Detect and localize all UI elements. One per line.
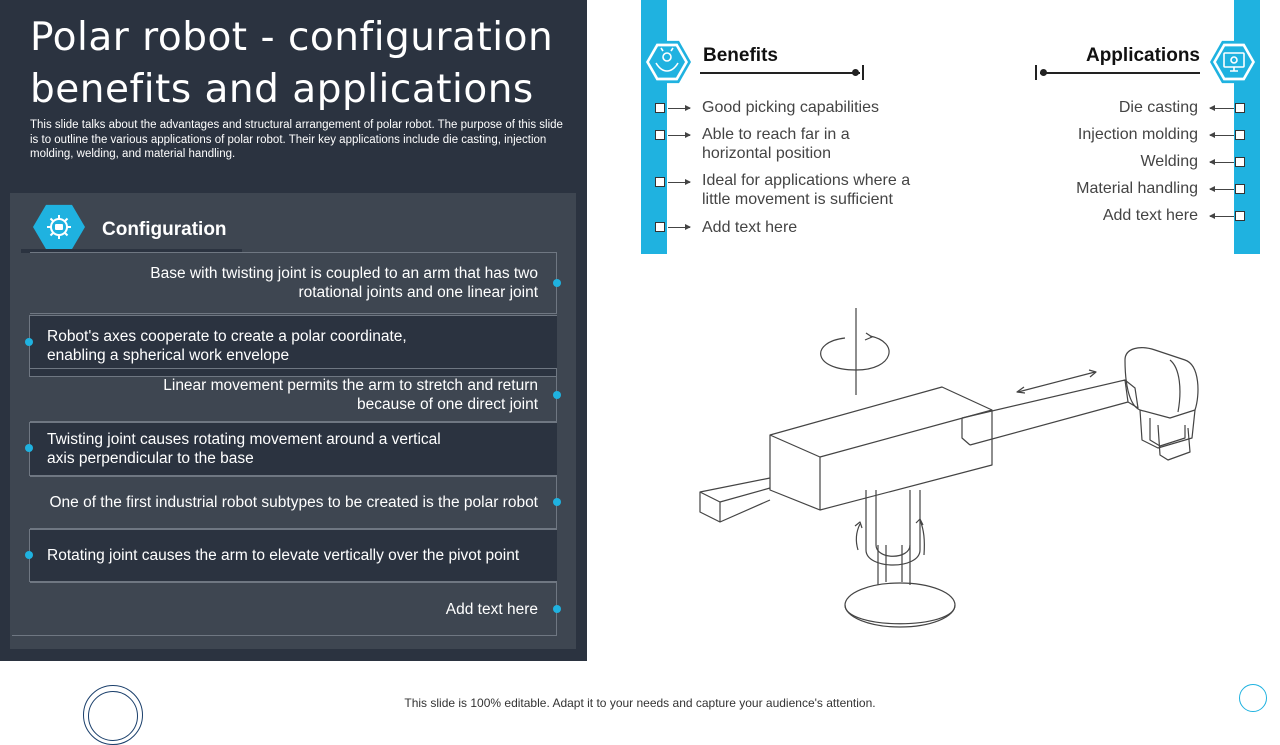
config-dot <box>25 338 33 346</box>
config-item <box>29 529 557 582</box>
config-dot <box>553 605 561 613</box>
footer-note: This slide is 100% editable. Adapt it to your needs and capture your audience's attention. <box>404 696 876 710</box>
bullet-box <box>655 222 665 232</box>
bullet-box <box>655 130 665 140</box>
benefit-item: Good picking capabilities <box>702 99 879 116</box>
line-end-dot <box>852 69 859 76</box>
application-item: Injection molding <box>1077 126 1198 143</box>
config-item-text: Rotating joint causes the arm to elevate vertically over the pivot point <box>47 547 520 564</box>
arrow-right-icon <box>668 135 690 136</box>
arrow-left-icon <box>1210 135 1234 136</box>
benefit-item: Add text here <box>702 219 798 236</box>
config-item-text: Base with twisting joint is coupled to an arm that has two rotational joints and one linear joint <box>150 265 538 301</box>
config-item <box>30 476 557 529</box>
application-item: Material handling <box>1076 180 1198 197</box>
arrow-left-icon <box>1210 216 1234 217</box>
page-subtitle: This slide talks about the advantages and structural arrangement of polar robot. The purpose of this slide is to outline the various applications of polar robot. Their key applications include die casting, injection molding, welding, and material handling. <box>30 119 563 160</box>
bullet-box <box>1235 157 1245 167</box>
config-dot <box>553 391 561 399</box>
benefit-item: Ideal for applications where a little movement is sufficient <box>702 172 911 208</box>
config-dot <box>553 279 561 287</box>
config-dot <box>25 551 33 559</box>
config-item <box>29 422 557 476</box>
bullet-box <box>655 177 665 187</box>
config-item <box>30 368 557 422</box>
arrow-left-icon <box>1210 162 1234 163</box>
config-item-text: Robot's axes cooperate to create a polar coordinate, enabling a spherical work envelope <box>47 328 407 364</box>
config-dot <box>553 498 561 506</box>
line-end-tick <box>862 65 864 80</box>
arrow-left-icon <box>1210 189 1234 190</box>
benefits-accent-bar <box>641 0 667 254</box>
arrow-right-icon <box>668 108 690 109</box>
applications-title: Applications <box>1085 45 1200 66</box>
benefits-title-line <box>700 72 860 74</box>
bullet-box <box>655 103 665 113</box>
config-item-text: Twisting joint causes rotating movement around a vertical axis perpendicular to the base <box>47 431 441 467</box>
bullet-box <box>1235 184 1245 194</box>
benefits-title: Benefits <box>703 45 778 66</box>
application-item: Welding <box>1140 153 1198 170</box>
line-end-dot <box>1040 69 1047 76</box>
application-item: Add text here <box>1102 207 1198 224</box>
config-item-text: Add text here <box>445 600 538 618</box>
divider <box>12 635 237 636</box>
page-title: Polar robot - configuration benefits and applications <box>30 15 554 112</box>
arrow-right-icon <box>668 182 690 183</box>
decorative-ring <box>1239 684 1267 712</box>
config-item-text: Linear movement permits the arm to stretch and return because of one direct joint <box>163 377 538 413</box>
config-item <box>30 582 557 636</box>
config-item-text: One of the first industrial robot subtypes to be created is the polar robot <box>49 494 538 511</box>
arrow-right-icon <box>668 227 690 228</box>
bullet-box <box>1235 130 1245 140</box>
bullet-box <box>1235 211 1245 221</box>
decorative-ring <box>88 691 138 741</box>
application-item: Die casting <box>1118 99 1198 116</box>
benefit-item: Able to reach far in a horizontal position <box>702 126 850 162</box>
arrow-left-icon <box>1210 108 1234 109</box>
line-end-tick <box>1035 65 1037 80</box>
polar-robot-illustration <box>680 300 1240 650</box>
configuration-title: Configuration <box>102 219 227 240</box>
config-dot <box>25 444 33 452</box>
applications-title-line <box>1040 72 1200 74</box>
bullet-box <box>1235 103 1245 113</box>
config-item <box>30 252 557 314</box>
